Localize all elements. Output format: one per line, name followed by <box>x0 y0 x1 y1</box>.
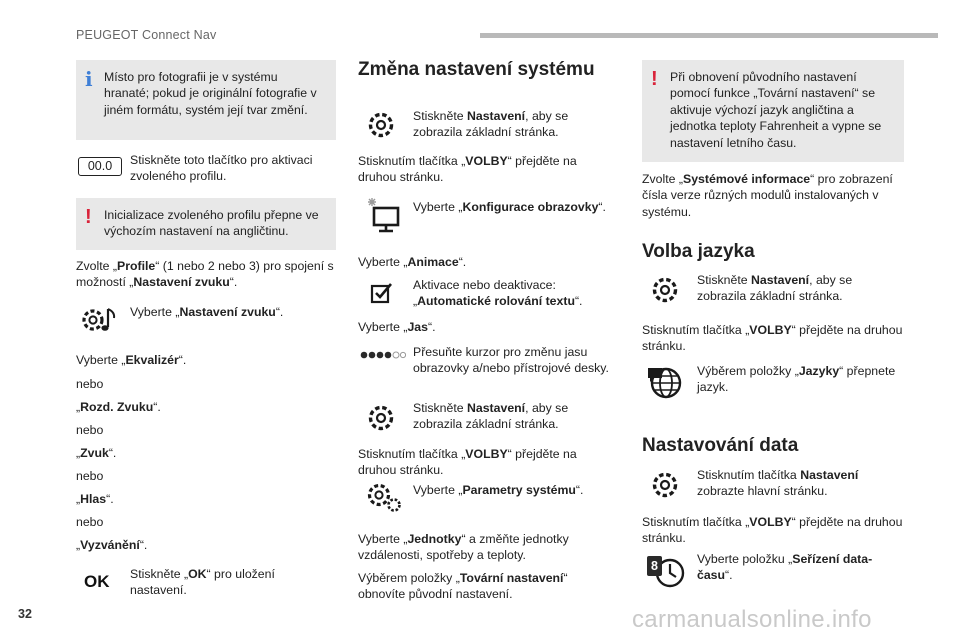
header-rule <box>480 33 938 38</box>
vyzvaneni-text: „Vyzvánění“. <box>76 538 148 552</box>
settings-gear-icon <box>650 275 680 305</box>
section-heading-language: Volba jazyka <box>642 241 755 262</box>
units-text: Vyberte „Jednotky“ a změňte jednotky vzdálenosti, spotřeby a teploty. <box>358 532 569 563</box>
settings-gear-icon <box>366 110 396 140</box>
section-heading-date: Nastavování data <box>642 435 799 456</box>
sound-settings-text: Vyberte „Nastavení zvuku“. <box>130 305 284 319</box>
factory-warning-text: Při obnovení původního nastavení pomocí funkce „Tovární nastavení“ se aktivuje výchozí jazyk angličtina a jednotka teploty Fahrenheit a vypne se nastavení letního času. <box>670 70 882 150</box>
equalizer-text: Vyberte „Ekvalizér“. <box>76 353 187 367</box>
or-text: nebo <box>76 377 104 391</box>
settings-press-text: Stiskněte Nastavení, aby se zobrazila základní stránka. <box>413 401 569 432</box>
options-page-text: Stisknutím tlačítka „VOLBY“ přejděte na druhou stránku. <box>642 515 903 546</box>
section-heading-system: Změna nastavení systému <box>358 59 595 80</box>
sound-settings-icon <box>78 302 122 338</box>
ok-button-icon: OK <box>84 572 110 591</box>
rozd-zvuku-text: „Rozd. Zvuku“. <box>76 400 161 414</box>
settings-gear-icon <box>650 470 680 500</box>
page-number: 32 <box>18 607 32 621</box>
screen-config-text: Vyberte „Konfigurace obrazovky“. <box>413 200 606 214</box>
date-badge-number: 8 <box>651 559 658 573</box>
zvuk-text: „Zvuk“. <box>76 446 117 460</box>
profile-button-icon: 00.0 <box>78 157 122 176</box>
date-settings-text: Stisknutím tlačítka Nastavení zobrazte hlavní stránku. <box>697 468 859 499</box>
profile-select-text: Zvolte „Profile“ (1 nebo 2 nebo 3) pro spojení s možností „Nastavení zvuku“. <box>76 259 334 290</box>
warning-icon: ! <box>85 206 92 228</box>
options-page-text: Stisknutím tlačítka „VOLBY“ přejděte na druhou stránku. <box>358 154 577 185</box>
document-header-title: PEUGEOT Connect Nav <box>76 28 217 42</box>
system-params-text: Vyberte „Parametry systému“. <box>413 483 584 497</box>
options-page-text: Stisknutím tlačítka „VOLBY“ přejděte na druhou stránku. <box>358 447 577 478</box>
screen-brightness-icon <box>362 196 402 234</box>
settings-gear-icon <box>366 403 396 433</box>
settings-press-text: Stiskněte Nastavení, aby se zobrazila základní stránka. <box>413 109 569 140</box>
info-note-box <box>76 60 336 140</box>
or-text: nebo <box>76 515 104 529</box>
checkbox-icon <box>370 281 394 305</box>
factory-warning-box <box>642 60 904 162</box>
info-icon: i <box>85 67 93 91</box>
info-note-text: Místo pro fotografii je v systému hranaté; pokud je originální fotografie v jiném formátu, systém její tvar změní. <box>104 70 317 117</box>
watermark: carmanualsonline.info <box>632 606 872 633</box>
or-text: nebo <box>76 423 104 437</box>
language-select-text: Výběrem položky „Jazyky“ přepnete jazyk. <box>697 364 896 395</box>
hlas-text: „Hlas“. <box>76 492 114 506</box>
date-time-icon <box>646 553 686 591</box>
ok-save-text: Stiskněte „OK“ pro uložení nastavení. <box>130 567 275 598</box>
auto-scroll-text: Aktivace nebo deaktivace: „Automatické rolování textu“. <box>413 278 583 309</box>
factory-reset-text: Výběrem položky „Tovární nastavení“ obnovíte původní nastavení. <box>358 571 568 602</box>
warning-icon: ! <box>651 68 658 90</box>
slider-instruction-text: Přesuňte kurzor pro změnu jasu obrazovky a/nebo přístrojové desky. <box>413 345 609 376</box>
system-info-text: Zvolte „Systémové informace“ pro zobrazení čísla verze různých modulů instalovaných v systému. <box>642 172 893 219</box>
system-settings-icon <box>364 480 404 514</box>
or-text: nebo <box>76 469 104 483</box>
warning-note-text: Inicializace zvoleného profilu přepne ve výchozím nastavení na angličtinu. <box>104 208 319 239</box>
language-globe-icon <box>646 364 686 400</box>
brightness-text: Vyberte „Jas“. <box>358 320 436 334</box>
warning-note-box <box>76 198 336 250</box>
settings-press-text: Stiskněte Nastavení, aby se zobrazila základní stránka. <box>697 273 853 304</box>
options-page-text: Stisknutím tlačítka „VOLBY“ přejděte na druhou stránku. <box>642 323 903 354</box>
profile-activate-text: Stiskněte toto tlačítko pro aktivaci zvoleného profilu. <box>130 153 313 184</box>
brightness-slider-icon <box>360 348 406 362</box>
date-time-select-text: Vyberte položku „Seřízení data-času“. <box>697 552 873 583</box>
animation-text: Vyberte „Animace“. <box>358 255 467 269</box>
